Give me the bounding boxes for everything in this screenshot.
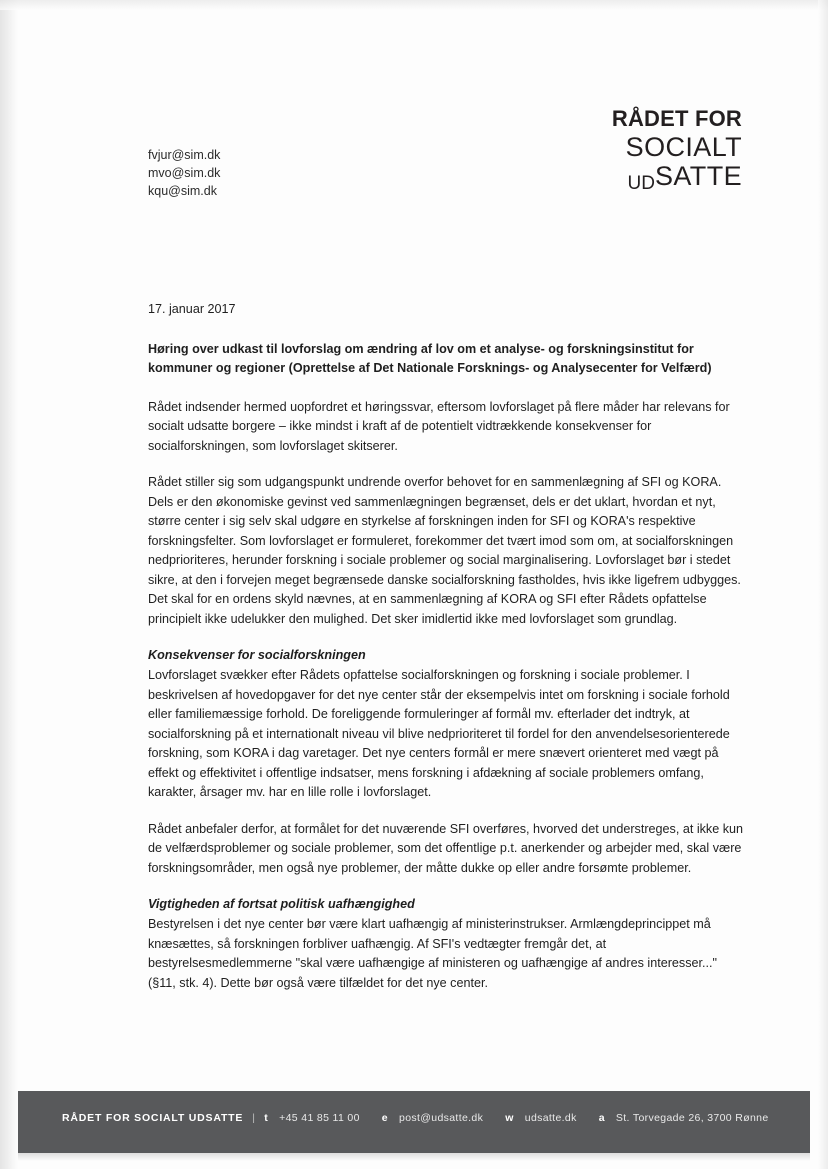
section-heading-konsekvenser: Konsekvenser for socialforskningen bbox=[148, 648, 366, 663]
page-footer bbox=[18, 1091, 810, 1153]
letter-subject: Høring over udkast til lovforslag om ændring af lov om et analyse- og forskningsinstitut for kommuner og regioner (Oprettelse af Det Nationale Forsknings- og Analysecenter for Velfærd) bbox=[148, 341, 712, 376]
letter-body bbox=[148, 300, 748, 1010]
recipient-email: mvo@sim.dk bbox=[148, 166, 221, 181]
scan-edge-top bbox=[0, 0, 828, 10]
section-heading-uafhaengighed: Vigtigheden af fortsat politisk uafhængighed bbox=[148, 897, 415, 912]
letter-paragraph-1: Rådet indsender hermed uopfordret et høringssvar, eftersom lovforslaget på flere måder har relevans for socialt udsatte borgere – ikke mindst i kraft af de potentielt vidtrækkende konsekvenser for socialforskningen, som lovforslaget skitserer. bbox=[148, 399, 730, 453]
recipient-email-list bbox=[148, 146, 220, 200]
scan-edge-left bbox=[0, 0, 18, 1169]
logo-prefix-ud: UD bbox=[627, 173, 655, 194]
letter-date: 17. januar 2017 bbox=[148, 302, 236, 316]
footer-phone-key: t bbox=[264, 1112, 269, 1124]
logo-line-2: SOCIALT bbox=[625, 132, 742, 162]
logo-line-3 bbox=[512, 161, 742, 194]
footer-email-value[interactable]: post@udsatte.dk bbox=[399, 1112, 484, 1124]
recipient-email: fvjur@sim.dk bbox=[148, 148, 221, 162]
logo-suffix-satte: SATTE bbox=[654, 161, 742, 191]
recipient-email: kqu@sim.dk bbox=[148, 184, 217, 199]
footer-brand: RÅDET FOR SOCIALT UDSATTE bbox=[62, 1112, 244, 1124]
footer-web-key: w bbox=[505, 1112, 514, 1124]
section-2-paragraph-1: Bestyrelsen i det nye center bør være klart uafhængig af ministerinstrukser. Armlængdeprincippet må knæsættes, så forskningen forbliver uafhængig. Af SFI's vedtægter fremgår det, at bestyrelsesmedlemmerne "skal være uafhængige af ministeren og uafhængige af andres interesser..." (§11, stk. 4). Dette bør også være tilfældet for det nye center. bbox=[148, 917, 717, 990]
footer-address-value: St. Torvegade 26, 3700 Rønne bbox=[615, 1112, 769, 1124]
footer-web-value[interactable]: udsatte.dk bbox=[524, 1112, 577, 1124]
footer-contact-line bbox=[62, 1112, 769, 1124]
organization-logo bbox=[512, 106, 742, 194]
letter-paragraph-2: Rådet stiller sig som udgangspunkt undrende overfor behovet for en sammenlægning af SFI og KORA. Dels er den økonomiske gevinst ved sammenlægningen begrænset, dels er det uklart, hvordan et nyt, større center i sig selv skal udgøre en styrkelse af forskningen inden for SFI og KORA's respektive forskningsfelter. Som lovforslaget er formuleret, forekommer det tvært imod som om, at socialforskningen nedprioriteres, herunder forskning i sociale problemer og social marginalisering. Lovforslaget bør i stedet sikre, at den i forvejen meget begrænsede danske socialforskning fastholdes, hvis ikke ligefrem udbygges. Det skal for en ordens skyld nævnes, at en sammenlægning af KORA og SFI efter Rådets opfattelse principielt ikke udelukker den mulighed. Det sker imidlertid ikke med lovforslaget som grundlag. bbox=[148, 475, 741, 626]
footer-address-key: a bbox=[598, 1112, 605, 1124]
section-1-paragraph-1: Lovforslaget svækker efter Rådets opfattelse socialforskningen og forskning i sociale problemer. I beskrivelsen af hovedopgaver for det nye center står der eksempelvis intet om forskning i sociale forhold eller familiemæssige forhold. De foreliggende formuleringer af formål mv. efterlader det indtryk, at socialforskning på et internationalt niveau vil blive nedprioriteret til fordel for den anvendelsesorienterede forskning, som KORA i dag varetager. Det nye centers formål er mere snævert orienteret med vægt på effekt og effektivitet i offentlige indsatser, mens forskning i afdækning af sociale problemers omfang, karakter, årsager mv. har en lille rolle i lovforslaget. bbox=[148, 668, 730, 800]
footer-separator: | bbox=[252, 1112, 256, 1124]
section-1-paragraph-2: Rådet anbefaler derfor, at formålet for det nuværende SFI overføres, hvorved det understreges, at ikke kun de velfærdsproblemer og sociale problemer, som det offentlige p.t. anerkender og arbejder med, skal være forskningsområder, men også nye problemer, der måtte dukke op eller andre forsømte problemer. bbox=[148, 821, 744, 875]
footer-phone-value: +45 41 85 11 00 bbox=[279, 1112, 360, 1124]
scan-edge-right bbox=[818, 0, 828, 1169]
logo-line-1: RÅDET FOR bbox=[611, 106, 742, 131]
footer-shadow bbox=[18, 1153, 810, 1161]
footer-email-key: e bbox=[381, 1112, 388, 1124]
